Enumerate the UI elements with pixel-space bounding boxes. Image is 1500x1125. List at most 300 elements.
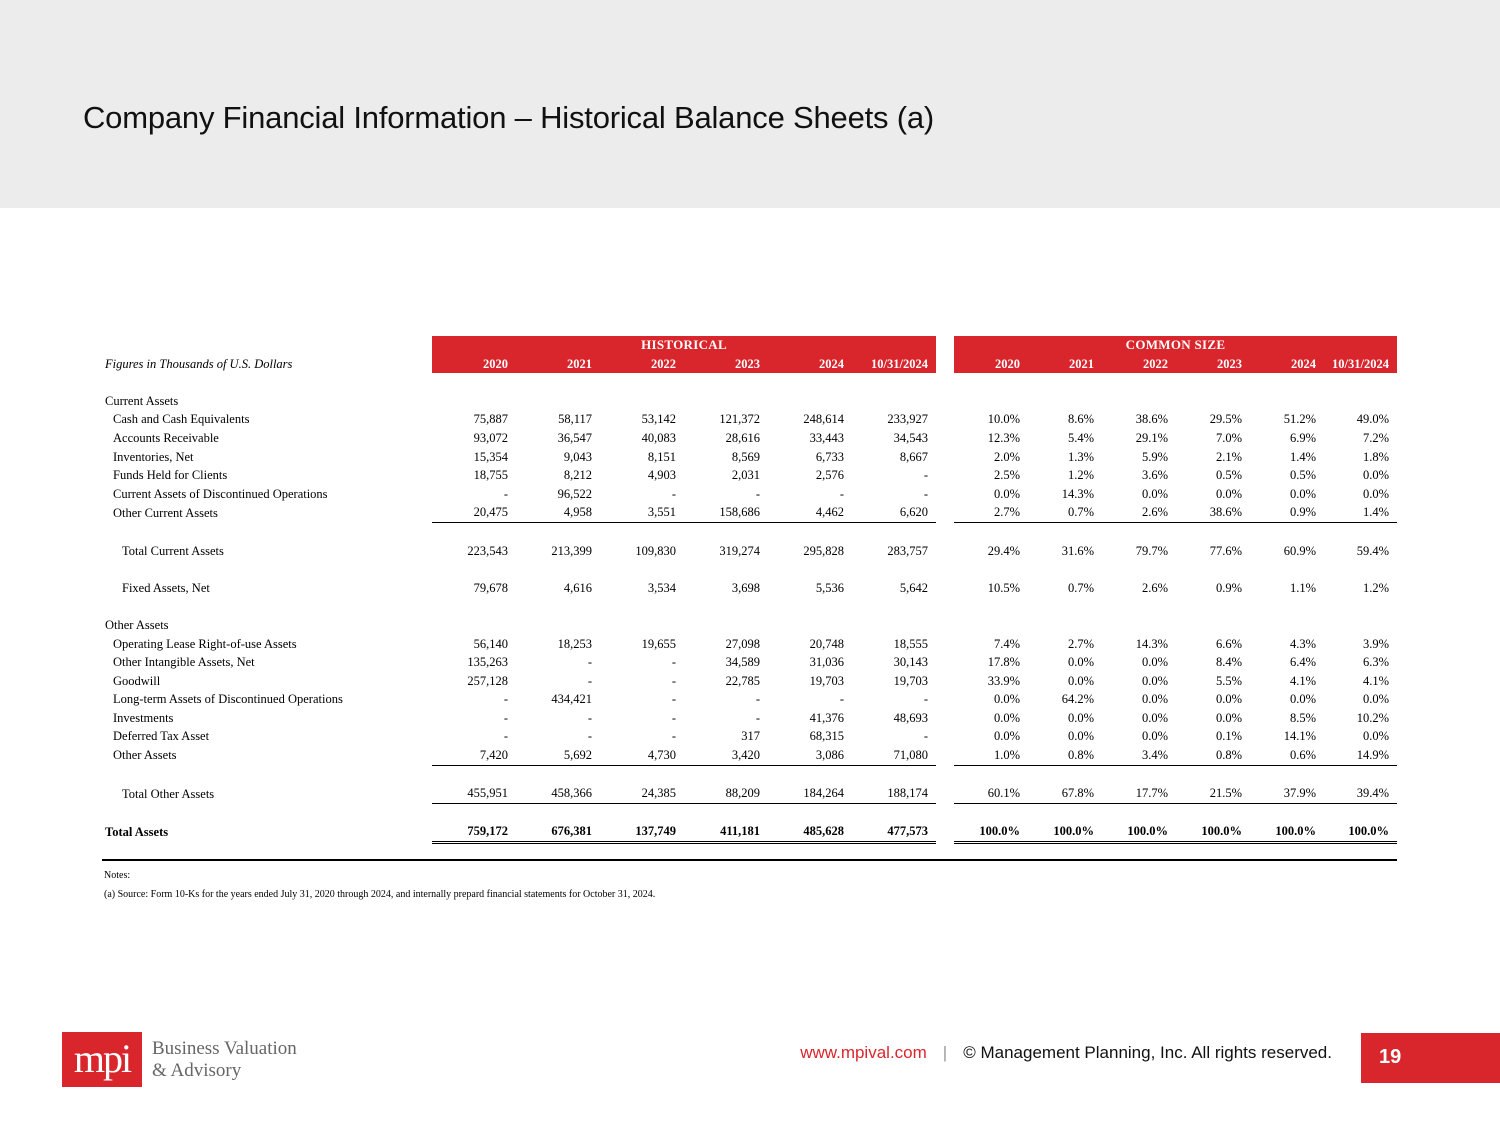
common-size-value: 38.6% xyxy=(1135,412,1168,427)
historical-value: 34,589 xyxy=(725,655,760,670)
common-size-value: 8.4% xyxy=(1215,655,1242,670)
header-blank xyxy=(102,336,432,355)
common-size-value: 0.0% xyxy=(1141,673,1168,688)
section-row-other-assets xyxy=(102,616,1397,635)
historical-value: - xyxy=(923,692,928,707)
column-gap xyxy=(936,579,954,598)
column-gap xyxy=(936,746,954,765)
historical-value: 41,376 xyxy=(809,710,844,725)
column-gap xyxy=(936,784,954,803)
header-year-row xyxy=(102,355,1397,374)
logo-line-2: & Advisory xyxy=(152,1060,242,1081)
common-size-value: 0.0% xyxy=(993,692,1020,707)
historical-value: - xyxy=(587,655,592,670)
common-size-value: 14.3% xyxy=(1061,486,1094,501)
common-size-header: COMMON SIZE xyxy=(954,336,1397,355)
historical-value: 4,616 xyxy=(563,580,592,595)
row-label: Goodwill xyxy=(113,673,161,688)
historical-value: 233,927 xyxy=(887,412,928,427)
common-size-value: 17.8% xyxy=(987,655,1020,670)
common-size-value: 77.6% xyxy=(1209,543,1242,558)
logo-line-1: Business Valuation xyxy=(152,1038,297,1059)
historical-value: - xyxy=(923,468,928,483)
historical-value: 6,620 xyxy=(852,503,936,522)
column-gap xyxy=(936,336,954,355)
historical-value: 4,903 xyxy=(647,468,676,483)
common-size-value: 64.2% xyxy=(1061,692,1094,707)
table-row-funds xyxy=(102,466,1397,485)
historical-value: 248,614 xyxy=(803,412,844,427)
common-size-value: 0.8% xyxy=(1176,746,1250,765)
row-label: Total Assets xyxy=(105,825,169,840)
spacer-row xyxy=(102,373,1397,392)
common-size-value: 14.1% xyxy=(1283,729,1316,744)
historical-value: 20,475 xyxy=(432,503,516,522)
common-size-value: 0.5% xyxy=(1289,468,1316,483)
historical-year-header: 2022 xyxy=(600,355,684,374)
historical-value: - xyxy=(839,692,844,707)
common-size-value: 1.8% xyxy=(1362,449,1389,464)
common-size-value: 1.4% xyxy=(1289,449,1316,464)
historical-value: 411,181 xyxy=(684,822,768,842)
historical-value: 213,399 xyxy=(551,543,592,558)
historical-value: 434,421 xyxy=(551,692,592,707)
row-label: Funds Held for Clients xyxy=(113,468,228,483)
historical-value: - xyxy=(503,710,508,725)
spacer-row xyxy=(102,522,1397,541)
header-group-row xyxy=(102,336,1397,355)
row-label: Deferred Tax Asset xyxy=(113,729,210,744)
section-label: Other Assets xyxy=(105,617,169,632)
historical-value: 53,142 xyxy=(641,412,676,427)
historical-value: 34,543 xyxy=(893,430,928,445)
common-size-value: 0.0% xyxy=(1141,729,1168,744)
row-label: Other Intangible Assets, Net xyxy=(113,655,255,670)
common-size-value: 1.4% xyxy=(1324,503,1397,522)
historical-value: 18,555 xyxy=(893,636,928,651)
historical-value: - xyxy=(503,486,508,501)
common-size-value: 5.4% xyxy=(1067,430,1094,445)
historical-value: - xyxy=(671,673,676,688)
common-size-value: 4.1% xyxy=(1362,673,1389,688)
common-size-value: 79.7% xyxy=(1135,543,1168,558)
common-size-value: 100.0% xyxy=(1324,822,1397,842)
common-size-value: 0.0% xyxy=(1215,486,1242,501)
historical-value: 283,757 xyxy=(887,543,928,558)
common-size-value: 10.5% xyxy=(987,580,1020,595)
historical-value: 4,958 xyxy=(516,503,600,522)
historical-value: 458,366 xyxy=(516,784,600,803)
common-size-value: 33.9% xyxy=(987,673,1020,688)
table-row-ar xyxy=(102,429,1397,448)
common-size-value: 0.5% xyxy=(1215,468,1242,483)
common-size-value: 49.0% xyxy=(1356,412,1389,427)
historical-value: 15,354 xyxy=(473,449,508,464)
table-row-intang xyxy=(102,653,1397,672)
common-size-value: 3.6% xyxy=(1141,468,1168,483)
common-size-value: 1.1% xyxy=(1289,580,1316,595)
row-label: Total Current Assets xyxy=(122,543,224,558)
historical-value: 485,628 xyxy=(768,822,852,842)
table-row-disc-cur xyxy=(102,485,1397,504)
common-size-value: 29.5% xyxy=(1209,412,1242,427)
common-size-value: 6.9% xyxy=(1289,430,1316,445)
common-size-value: 0.0% xyxy=(1362,468,1389,483)
common-size-value: 60.1% xyxy=(954,784,1028,803)
column-gap xyxy=(936,653,954,672)
historical-value: 5,536 xyxy=(815,580,844,595)
common-size-value: 2.6% xyxy=(1102,503,1176,522)
footer-copyright: © Management Planning, Inc. All rights reserved. xyxy=(963,1043,1332,1062)
common-size-value: 100.0% xyxy=(1250,822,1324,842)
historical-value: 20,748 xyxy=(809,636,844,651)
column-gap xyxy=(936,709,954,728)
common-size-value: 0.0% xyxy=(1067,673,1094,688)
historical-year-header: 2023 xyxy=(684,355,768,374)
column-gap xyxy=(936,410,954,429)
historical-value: 8,569 xyxy=(731,449,760,464)
historical-value: - xyxy=(587,710,592,725)
common-size-value: 31.6% xyxy=(1061,543,1094,558)
common-size-value: 0.1% xyxy=(1215,729,1242,744)
common-size-value: 12.3% xyxy=(987,430,1020,445)
common-size-value: 0.0% xyxy=(1141,692,1168,707)
common-size-value: 7.0% xyxy=(1215,430,1242,445)
common-size-value: 0.0% xyxy=(1289,692,1316,707)
historical-value: 223,543 xyxy=(467,543,508,558)
common-size-value: 0.0% xyxy=(1289,486,1316,501)
row-label: Total Other Assets xyxy=(122,786,215,801)
common-size-value: 60.9% xyxy=(1283,543,1316,558)
historical-value: - xyxy=(671,655,676,670)
historical-value: - xyxy=(503,729,508,744)
historical-header: HISTORICAL xyxy=(432,336,936,355)
common-size-value: 0.0% xyxy=(1215,710,1242,725)
historical-value: 317 xyxy=(741,729,760,744)
common-size-value: 0.0% xyxy=(1362,692,1389,707)
historical-value: 19,703 xyxy=(893,673,928,688)
historical-value: 9,043 xyxy=(563,449,592,464)
common-size-value: 5.9% xyxy=(1141,449,1168,464)
column-gap xyxy=(936,485,954,504)
column-gap xyxy=(936,672,954,691)
historical-value: - xyxy=(671,729,676,744)
historical-value: - xyxy=(755,486,760,501)
column-gap xyxy=(936,635,954,654)
common-size-value: 38.6% xyxy=(1176,503,1250,522)
footer-separator: | xyxy=(942,1043,948,1062)
common-size-value: 67.8% xyxy=(1028,784,1102,803)
common-size-value: 17.7% xyxy=(1102,784,1176,803)
historical-value: 24,385 xyxy=(600,784,684,803)
common-size-value: 6.6% xyxy=(1215,636,1242,651)
spacer-cell xyxy=(102,522,1397,541)
table-row-oth-assets xyxy=(102,746,1397,765)
table-row-tot-assets xyxy=(102,822,1397,842)
historical-value: 676,381 xyxy=(516,822,600,842)
table-row-dta xyxy=(102,727,1397,746)
row-label: Fixed Assets, Net xyxy=(122,580,210,595)
historical-value: 3,698 xyxy=(731,580,760,595)
common-size-value: 14.9% xyxy=(1324,746,1397,765)
logo-tagline xyxy=(152,1038,297,1082)
spacer-row xyxy=(102,560,1397,579)
common-size-value: 0.0% xyxy=(1362,729,1389,744)
historical-year-header: 2020 xyxy=(432,355,516,374)
common-size-value: 14.3% xyxy=(1135,636,1168,651)
common-size-value: 0.0% xyxy=(1067,729,1094,744)
historical-value: - xyxy=(671,692,676,707)
table-row-oth-cur xyxy=(102,503,1397,522)
historical-value: 4,462 xyxy=(768,503,852,522)
common-size-value: 100.0% xyxy=(1176,822,1250,842)
common-size-value: 0.7% xyxy=(1067,580,1094,595)
row-label: Inventories, Net xyxy=(113,449,194,464)
historical-value: 3,420 xyxy=(684,746,768,765)
historical-value: 7,420 xyxy=(432,746,516,765)
historical-value: 455,951 xyxy=(432,784,516,803)
common-size-value: 51.2% xyxy=(1283,412,1316,427)
historical-value: - xyxy=(503,692,508,707)
historical-value: 477,573 xyxy=(852,822,936,842)
historical-value: - xyxy=(671,710,676,725)
common-year-header: 10/31/2024 xyxy=(1324,355,1397,374)
historical-value: 184,264 xyxy=(768,784,852,803)
common-size-value: 8.6% xyxy=(1067,412,1094,427)
historical-value: 8,212 xyxy=(563,468,592,483)
historical-value: - xyxy=(587,729,592,744)
common-size-value: 0.9% xyxy=(1215,580,1242,595)
historical-value: 6,733 xyxy=(815,449,844,464)
historical-value: 109,830 xyxy=(635,543,676,558)
historical-value: 27,098 xyxy=(725,636,760,651)
column-gap xyxy=(936,355,954,374)
spacer-cell xyxy=(102,560,1397,579)
row-label: Current Assets of Discontinued Operations xyxy=(113,486,328,501)
common-size-value: 7.2% xyxy=(1362,430,1389,445)
historical-value: 19,655 xyxy=(641,636,676,651)
section-label: Current Assets xyxy=(105,393,179,408)
historical-value: 5,642 xyxy=(899,580,928,595)
common-size-value: 4.1% xyxy=(1289,673,1316,688)
page-title: Company Financial Information – Historical Balance Sheets (a) xyxy=(83,100,935,135)
common-size-value: 6.4% xyxy=(1289,655,1316,670)
historical-value: 18,755 xyxy=(473,468,508,483)
common-size-value: 0.0% xyxy=(1141,655,1168,670)
common-size-value: 59.4% xyxy=(1356,543,1389,558)
historical-value: 31,036 xyxy=(809,655,844,670)
common-year-header: 2023 xyxy=(1176,355,1250,374)
row-label: Other Assets xyxy=(113,748,177,763)
row-label: Operating Lease Right-of-use Assets xyxy=(113,636,297,651)
historical-value: 319,274 xyxy=(719,543,760,558)
historical-value: 33,443 xyxy=(809,430,844,445)
column-gap xyxy=(936,448,954,467)
historical-value: 56,140 xyxy=(473,636,508,651)
spacer-row xyxy=(102,765,1397,784)
common-year-header: 2024 xyxy=(1250,355,1324,374)
row-label: Long-term Assets of Discontinued Operations xyxy=(113,692,343,707)
common-size-value: 29.1% xyxy=(1135,430,1168,445)
row-label: Investments xyxy=(113,710,174,725)
historical-value: 188,174 xyxy=(852,784,936,803)
spacer-cell xyxy=(102,765,1397,784)
column-gap xyxy=(936,466,954,485)
historical-value: 8,151 xyxy=(647,449,676,464)
common-size-value: 2.5% xyxy=(993,468,1020,483)
footer-url-link[interactable]: www.mpival.com xyxy=(800,1043,927,1062)
common-size-value: 0.0% xyxy=(1141,710,1168,725)
historical-value: 135,263 xyxy=(467,655,508,670)
table-row-fixed xyxy=(102,579,1397,598)
historical-year-header: 2024 xyxy=(768,355,852,374)
note-a: (a) Source: Form 10-Ks for the years ended July 31, 2020 through 2024, and internally prepard financial statements for October 31, 2024. xyxy=(104,889,656,900)
historical-value: 71,080 xyxy=(852,746,936,765)
common-size-value: 0.6% xyxy=(1250,746,1324,765)
historical-value: 3,086 xyxy=(768,746,852,765)
table-row-goodwill xyxy=(102,672,1397,691)
common-size-value: 1.3% xyxy=(1067,449,1094,464)
common-size-value: 2.0% xyxy=(993,449,1020,464)
common-size-value: 0.7% xyxy=(1028,503,1102,522)
historical-value: 79,678 xyxy=(473,580,508,595)
historical-value: 3,534 xyxy=(647,580,676,595)
historical-value: 48,693 xyxy=(893,710,928,725)
spacer-row xyxy=(102,803,1397,822)
common-size-value: 100.0% xyxy=(954,822,1028,842)
table-row-cash xyxy=(102,410,1397,429)
column-gap xyxy=(936,542,954,561)
historical-value: 18,253 xyxy=(557,636,592,651)
spacer-cell xyxy=(102,373,1397,392)
table-row-inv xyxy=(102,448,1397,467)
common-size-value: 0.0% xyxy=(1141,486,1168,501)
page-number: 19 xyxy=(1361,1033,1500,1083)
column-gap xyxy=(936,822,954,842)
table-row-lease xyxy=(102,635,1397,654)
historical-value: 28,616 xyxy=(725,430,760,445)
historical-value: 40,083 xyxy=(641,430,676,445)
historical-value: - xyxy=(923,486,928,501)
historical-value: 2,576 xyxy=(815,468,844,483)
historical-value: 4,730 xyxy=(600,746,684,765)
historical-value: 96,522 xyxy=(557,486,592,501)
common-size-value: 4.3% xyxy=(1289,636,1316,651)
historical-value: 3,551 xyxy=(600,503,684,522)
table-row-disc-lt xyxy=(102,690,1397,709)
common-size-value: 0.0% xyxy=(1362,486,1389,501)
common-year-header: 2020 xyxy=(954,355,1028,374)
historical-value: 759,172 xyxy=(432,822,516,842)
common-size-value: 7.4% xyxy=(993,636,1020,651)
common-size-value: 3.9% xyxy=(1362,636,1389,651)
common-size-value: 0.0% xyxy=(993,486,1020,501)
row-label: Accounts Receivable xyxy=(113,430,219,445)
common-size-value: 2.1% xyxy=(1215,449,1242,464)
historical-value: 22,785 xyxy=(725,673,760,688)
common-size-value: 10.0% xyxy=(987,412,1020,427)
historical-value: 58,117 xyxy=(558,412,592,427)
common-size-value: 5.5% xyxy=(1215,673,1242,688)
common-size-value: 1.2% xyxy=(1067,468,1094,483)
table-bottom-rule xyxy=(102,859,1397,861)
common-size-value: 39.4% xyxy=(1324,784,1397,803)
common-year-header: 2022 xyxy=(1102,355,1176,374)
table-row-invest xyxy=(102,709,1397,728)
historical-value: 19,703 xyxy=(809,673,844,688)
common-size-value: 0.0% xyxy=(993,729,1020,744)
historical-value: 36,547 xyxy=(557,430,592,445)
column-gap xyxy=(936,690,954,709)
common-size-value: 21.5% xyxy=(1176,784,1250,803)
historical-value: 68,315 xyxy=(809,729,844,744)
common-size-value: 0.0% xyxy=(993,710,1020,725)
historical-year-header: 10/31/2024 xyxy=(852,355,936,374)
common-size-value: 3.4% xyxy=(1102,746,1176,765)
historical-year-header: 2021 xyxy=(516,355,600,374)
spacer-cell xyxy=(102,803,1397,822)
row-label: Other Current Assets xyxy=(113,505,218,520)
common-size-value: 29.4% xyxy=(987,543,1020,558)
common-size-value: 100.0% xyxy=(1102,822,1176,842)
historical-value: 2,031 xyxy=(731,468,760,483)
historical-value: - xyxy=(839,486,844,501)
common-size-value: 0.9% xyxy=(1250,503,1324,522)
footer xyxy=(800,1043,1332,1063)
historical-value: 93,072 xyxy=(473,430,508,445)
historical-value: - xyxy=(923,729,928,744)
common-size-value: 37.9% xyxy=(1250,784,1324,803)
historical-value: 5,692 xyxy=(516,746,600,765)
mpi-logo: mpi xyxy=(62,1032,142,1087)
historical-value: 75,887 xyxy=(473,412,508,427)
table-row-tot-oth xyxy=(102,784,1397,803)
historical-value: 8,667 xyxy=(899,449,928,464)
historical-value: - xyxy=(671,486,676,501)
table-row-tot-cur xyxy=(102,542,1397,561)
common-size-value: 8.5% xyxy=(1289,710,1316,725)
common-size-value: 6.3% xyxy=(1362,655,1389,670)
section-row-current-assets xyxy=(102,392,1397,411)
common-size-value: 1.2% xyxy=(1362,580,1389,595)
historical-value: 257,128 xyxy=(467,673,508,688)
common-year-header: 2021 xyxy=(1028,355,1102,374)
common-size-value: 10.2% xyxy=(1356,710,1389,725)
spacer-row xyxy=(102,597,1397,616)
column-gap xyxy=(936,429,954,448)
common-size-value: 1.0% xyxy=(954,746,1028,765)
historical-value: 137,749 xyxy=(600,822,684,842)
spacer-cell xyxy=(102,597,1397,616)
notes-heading: Notes: xyxy=(104,870,131,881)
historical-value: 88,209 xyxy=(684,784,768,803)
common-size-value: 0.0% xyxy=(1215,692,1242,707)
row-label: Cash and Cash Equivalents xyxy=(113,412,250,427)
common-size-value: 2.6% xyxy=(1141,580,1168,595)
historical-value: 121,372 xyxy=(719,412,760,427)
historical-value: 158,686 xyxy=(684,503,768,522)
historical-value: - xyxy=(587,673,592,688)
common-size-value: 0.0% xyxy=(1067,655,1094,670)
balance-sheet-table xyxy=(102,336,1397,844)
historical-value: - xyxy=(755,692,760,707)
common-size-value: 0.8% xyxy=(1028,746,1102,765)
common-size-value: 2.7% xyxy=(954,503,1028,522)
column-gap xyxy=(936,727,954,746)
units-label: Figures in Thousands of U.S. Dollars xyxy=(105,356,293,371)
common-size-value: 2.7% xyxy=(1067,636,1094,651)
column-gap xyxy=(936,503,954,522)
